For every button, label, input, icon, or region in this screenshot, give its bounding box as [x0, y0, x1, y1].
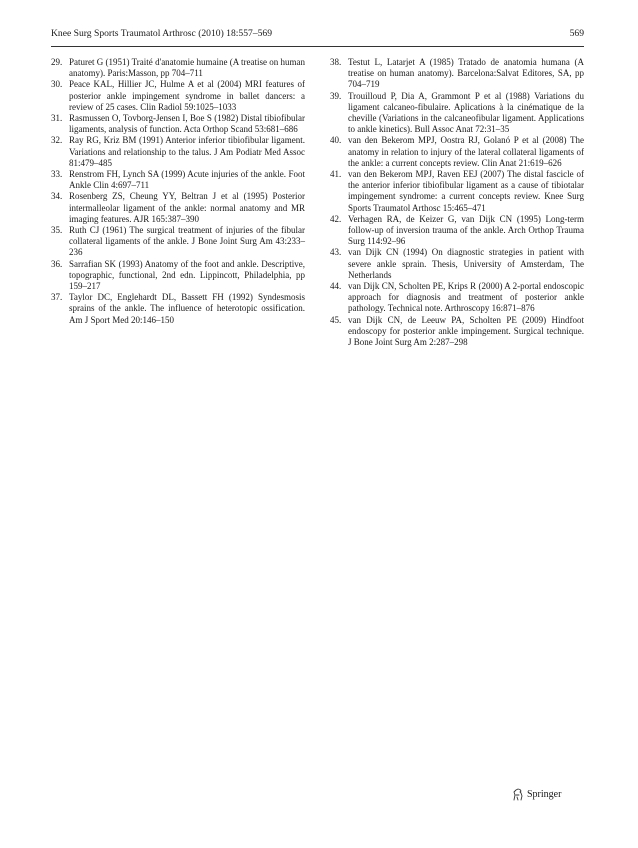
- reference-text: van Dijk CN, Scholten PE, Krips R (2000) A 2-portal endoscopic approach for diagnosis and treatment of posterior ankle pathology. Technical note. Arthroscopy 16:871–876: [348, 281, 584, 314]
- reference-number: 36.: [51, 258, 63, 269]
- reference-item: [51, 292, 305, 326]
- reference-text: van Dijk CN (1994) On diagnostic strategies in patient with severe ankle sprain. Thesis, University of Amsterdam, The Netherlands: [348, 247, 584, 280]
- reference-number: 41.: [330, 169, 342, 180]
- reference-number: 29.: [51, 57, 63, 67]
- reference-column-right: [330, 57, 584, 348]
- reference-number: 45.: [330, 314, 342, 325]
- reference-item: [51, 57, 305, 79]
- header-divider: [51, 46, 584, 47]
- reference-item: [51, 225, 305, 259]
- springer-horse-icon: [512, 788, 524, 801]
- reference-text: van den Bekerom MPJ, Raven EEJ (2007) The distal fascicle of the anterior inferior tibiofibular ligament as a cause of tibiotalar impingement syndrome: a current concepts review. Knee Surg Sports Traumatol Arthosc 15:465–471: [348, 169, 584, 213]
- reference-text: Rasmussen O, Tovborg-Jensen I, Boe S (1982) Distal tibiofibular ligaments, analysis of function. Acta Orthop Scand 53:681–686: [69, 113, 305, 135]
- reference-number: 42.: [330, 213, 342, 224]
- reference-number: 34.: [51, 191, 63, 202]
- reference-number: 38.: [330, 57, 342, 67]
- reference-text: Rosenberg ZS, Cheung YY, Beltran J et al (1995) Posterior intermalleolar ligament of the ankle: normal anatomy and MR imaging features. AJR 165:387–390: [69, 191, 305, 224]
- reference-number: 43.: [330, 247, 342, 258]
- reference-number: 31.: [51, 113, 63, 124]
- reference-text: Taylor DC, Englehardt DL, Bassett FH (1992) Syndesmosis sprains of the ankle. The influence of heterotopic ossification. Am J Sport Med 20:146–150: [69, 292, 305, 325]
- reference-number: 30.: [51, 79, 63, 90]
- reference-text: Paturet G (1951) Traité d'anatomie humaine (A treatise on human anatomy). Paris:Masson, pp 704–711: [69, 57, 305, 79]
- journal-citation: Knee Surg Sports Traumatol Arthrosc (2010) 18:557–569: [51, 28, 273, 39]
- reference-number: 39.: [330, 90, 342, 101]
- reference-text: Peace KAL, Hillier JC, Hulme A et al (2004) MRI features of posterior ankle impingement syndrome in ballet dancers: a review of 25 cases. Clin Radiol 59:1025–1033: [69, 79, 305, 112]
- reference-number: 40.: [330, 135, 342, 146]
- reference-item: [51, 135, 305, 169]
- reference-item: [330, 281, 584, 315]
- reference-item: [330, 169, 584, 214]
- reference-text: van den Bekerom MPJ, Oostra RJ, Golanó P et al (2008) The anatomy in relation to injury of the lateral collateral ligaments of the ankle: a current concepts review. Clin Anat 21:619–626: [348, 135, 584, 168]
- reference-item: [51, 259, 305, 293]
- page-number: 569: [569, 28, 584, 39]
- reference-item: [51, 169, 305, 191]
- reference-item: [330, 214, 584, 248]
- reference-item: [330, 315, 584, 349]
- reference-text: Testut L, Latarjet A (1985) Tratado de anatomia humana (A treatise on human anatomy). Barcelona:Salvat Editores, SA, pp 704–719: [348, 57, 584, 90]
- reference-text: Renstrom FH, Lynch SA (1999) Acute injuries of the ankle. Foot Ankle Clin 4:697–711: [69, 169, 305, 191]
- reference-text: Ray RG, Kriz BM (1991) Anterior inferior tibiofibular ligament. Variations and relationship to the talus. J Am Podiatr Med Assoc 81:479–485: [69, 135, 305, 168]
- reference-text: Ruth CJ (1961) The surgical treatment of injuries of the fibular collateral ligaments of the ankle. J Bone Joint Surg Am 43:233–236: [69, 225, 305, 258]
- reference-item: [330, 57, 584, 91]
- reference-item: [330, 247, 584, 281]
- reference-item: [330, 135, 584, 169]
- reference-number: 37.: [51, 292, 63, 303]
- reference-item: [51, 79, 305, 113]
- reference-item: [51, 113, 305, 135]
- reference-number: 32.: [51, 135, 63, 146]
- reference-item: [330, 91, 584, 136]
- reference-number: 35.: [51, 225, 63, 236]
- publisher-footer: [512, 788, 561, 801]
- reference-text: Verhagen RA, de Keizer G, van Dijk CN (1995) Long-term follow-up of inversion trauma of the ankle. Arch Orthop Trauma Surg 114:92–96: [348, 213, 584, 247]
- reference-column-left: [51, 57, 305, 326]
- publisher-name: Springer: [527, 789, 562, 800]
- reference-number: 44.: [330, 281, 342, 292]
- running-header: [51, 28, 584, 42]
- reference-number: 33.: [51, 169, 63, 180]
- reference-item: [51, 191, 305, 225]
- reference-text: Trouilloud P, Dia A, Grammont P et al (1988) Variations du ligament calcaneo-fibulaire. Aplications à la cinématique de la cheville (Variations in the calcaneofibular ligament. Applications to ankle kinetics). Bull Assoc Anat 72:31–35: [348, 90, 584, 135]
- reference-text: Sarrafian SK (1993) Anatomy of the foot and ankle. Descriptive, topographic, functional, 2nd edn. Lippincott, Philadelphia, pp 159–217: [69, 258, 305, 292]
- reference-text: van Dijk CN, de Leeuw PA, Scholten PE (2009) Hindfoot endoscopy for posterior ankle impingement. Surgical technique. J Bone Joint Surg Am 2:287–298: [348, 314, 584, 348]
